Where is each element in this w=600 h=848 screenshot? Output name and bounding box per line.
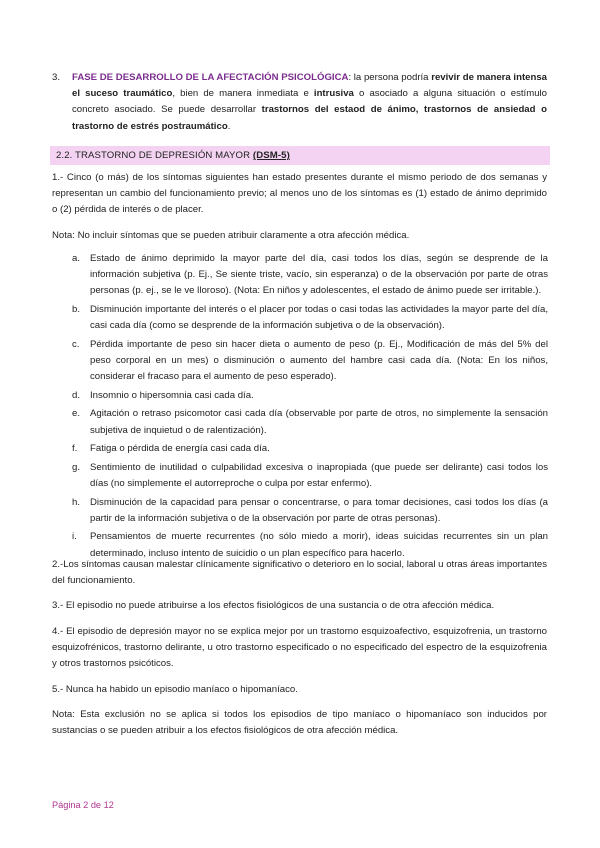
list-marker: f.: [72, 443, 78, 455]
list-item: [72, 460, 548, 492]
list-marker: e.: [72, 408, 81, 420]
list-marker: a.: [72, 253, 81, 264]
criterion-1: 1.- Cinco (o más) de los síntomas siguientes han estado presentes durante el mismo periodo de dos semanas y representan un cambio del funcionamiento previo; al menos uno de los síntomas es (1) estado de ánimo deprimido o (2) pérdida de interés o de placer.: [52, 172, 547, 216]
symptom-text: Agitación o retraso psicomotor casi cada día (observable por parte de otros, no simplemente la sensación subjetiva de inquietud o de ralentización).: [90, 408, 548, 436]
symptom-text: Fatiga o pérdida de energía casi cada día.: [90, 443, 270, 455]
symptom-list: [72, 251, 548, 564]
section-title-text: 2.2. TRASTORNO DE DEPRESIÓN MAYOR: [56, 150, 253, 161]
symptom-text: Sentimiento de inutilidad o culpabilidad excesiva o inapropiada (que puede ser delirante) casi todos los días (no simplemente el autorreproche o culpa por estar enfermo).: [90, 461, 548, 489]
criterion-3: 3.- El episodio no puede atribuirse a los efectos fisiológicos de una sustancia o de otra afección médica.: [52, 600, 495, 611]
phase-text-2: , bien de manera inmediata e: [172, 88, 314, 100]
phase-bold-3: trastornos del estaod de ánimo, trastornos de ansiedad o trastorno de estrés postraumático: [72, 104, 547, 132]
list-item: [72, 251, 548, 300]
dsm-link[interactable]: (DSM-5): [252, 150, 290, 161]
note-1: Nota: No incluir síntomas que se pueden atribuir claramente a otra afección médica.: [52, 230, 410, 241]
symptom-text: Pensamientos de muerte recurrentes (no sólo miedo a morir), ideas suicidas recurrentes sin un plan determinado, incluso intento de suicidio o un plan específico para hacerlo.: [90, 531, 548, 559]
section-title: [56, 147, 290, 164]
list-item: [72, 302, 548, 334]
list-item: [72, 441, 548, 457]
symptom-text: Disminución importante del interés o el placer por todas o casi todas las actividades la mayor parte del día, casi cada día (como se desprende de la información subjetiva o de la observación).: [90, 304, 548, 332]
phase-text-1: : la persona podría: [348, 72, 432, 83]
list-marker: b.: [72, 304, 81, 315]
note-2: Nota: Esta exclusión no se aplica si todos los episodios de tipo maníaco o hipomaníaco son inducidos por sustancias o se pueden atribuir a los efectos fisiológicos de otra afección médica.: [52, 709, 547, 737]
list-marker: g.: [72, 461, 81, 473]
criterion-5: 5.- Nunca ha habido un episodio maníaco o hipomaníaco.: [52, 684, 298, 695]
symptom-text: Disminución de la capacidad para pensar o concentrarse, o para tomar decisiones, casi todos los días (a partir de la información subjetiva o de la observación por parte de otras personas).: [90, 496, 548, 524]
phase-bold-2: intrusiva: [313, 88, 354, 100]
list-item-phase-3: [52, 70, 548, 135]
list-marker: c.: [72, 338, 80, 350]
symptom-text: Insomnio o hipersomnia casi cada día.: [90, 389, 254, 401]
list-marker: d.: [72, 389, 81, 401]
symptom-text: Estado de ánimo deprimido la mayor parte del día, casi todos los días, según se desprende de la información subjetiva (p. Ej., Se siente triste, vacío, sin esperanza) o de la observación por parte de otras personas (p. ej., se le ve lloroso). (Nota: En niños y adolescentes, el estado de ánimo puede ser irritable.).: [90, 253, 548, 297]
list-item: [72, 406, 548, 438]
phase-text-3: o asociado a alguna situación o estímulo concreto asociado. Se puede desarrollar: [72, 88, 547, 116]
criterion-4: 4.- El episodio de depresión mayor no se explica mejor por un trastorno esquizoafectivo, esquizofrenia, un trastorno esquizofrénicos, trastorno delirante, u otro trastorno especificado o no especificado del espectro de la esquizofrenia y otros trastornos psicóticos.: [52, 626, 547, 670]
list-number: 3.: [52, 72, 61, 83]
list-item: [72, 495, 548, 527]
page-number: Página 2 de 12: [52, 800, 114, 810]
list-marker: h.: [72, 496, 81, 508]
phase-text-4: .: [227, 120, 231, 132]
phase-bold-1: revivir de manera intensa el suceso traumático: [72, 72, 548, 100]
list-item: [72, 388, 548, 404]
symptom-text: Pérdida importante de peso sin hacer dieta o aumento de peso (p. Ej., Modificación de más del 5% del peso corporal en un mes) o disminución o aumento del hambre casi cada día. (Nota: En los niños, considerar el fracaso para el aumento de peso esperado).: [90, 338, 548, 383]
list-marker: i.: [72, 531, 77, 543]
list-item: [72, 337, 548, 386]
phase-title: FASE DE DESARROLLO DE LA AFECTACIÓN PSICOLÓGICA: [72, 72, 349, 83]
criterion-2: 2.-Los síntomas causan malestar clínicamente significativo o deterioro en lo social, laboral u otras áreas importantes del funcionamiento.: [52, 559, 547, 587]
